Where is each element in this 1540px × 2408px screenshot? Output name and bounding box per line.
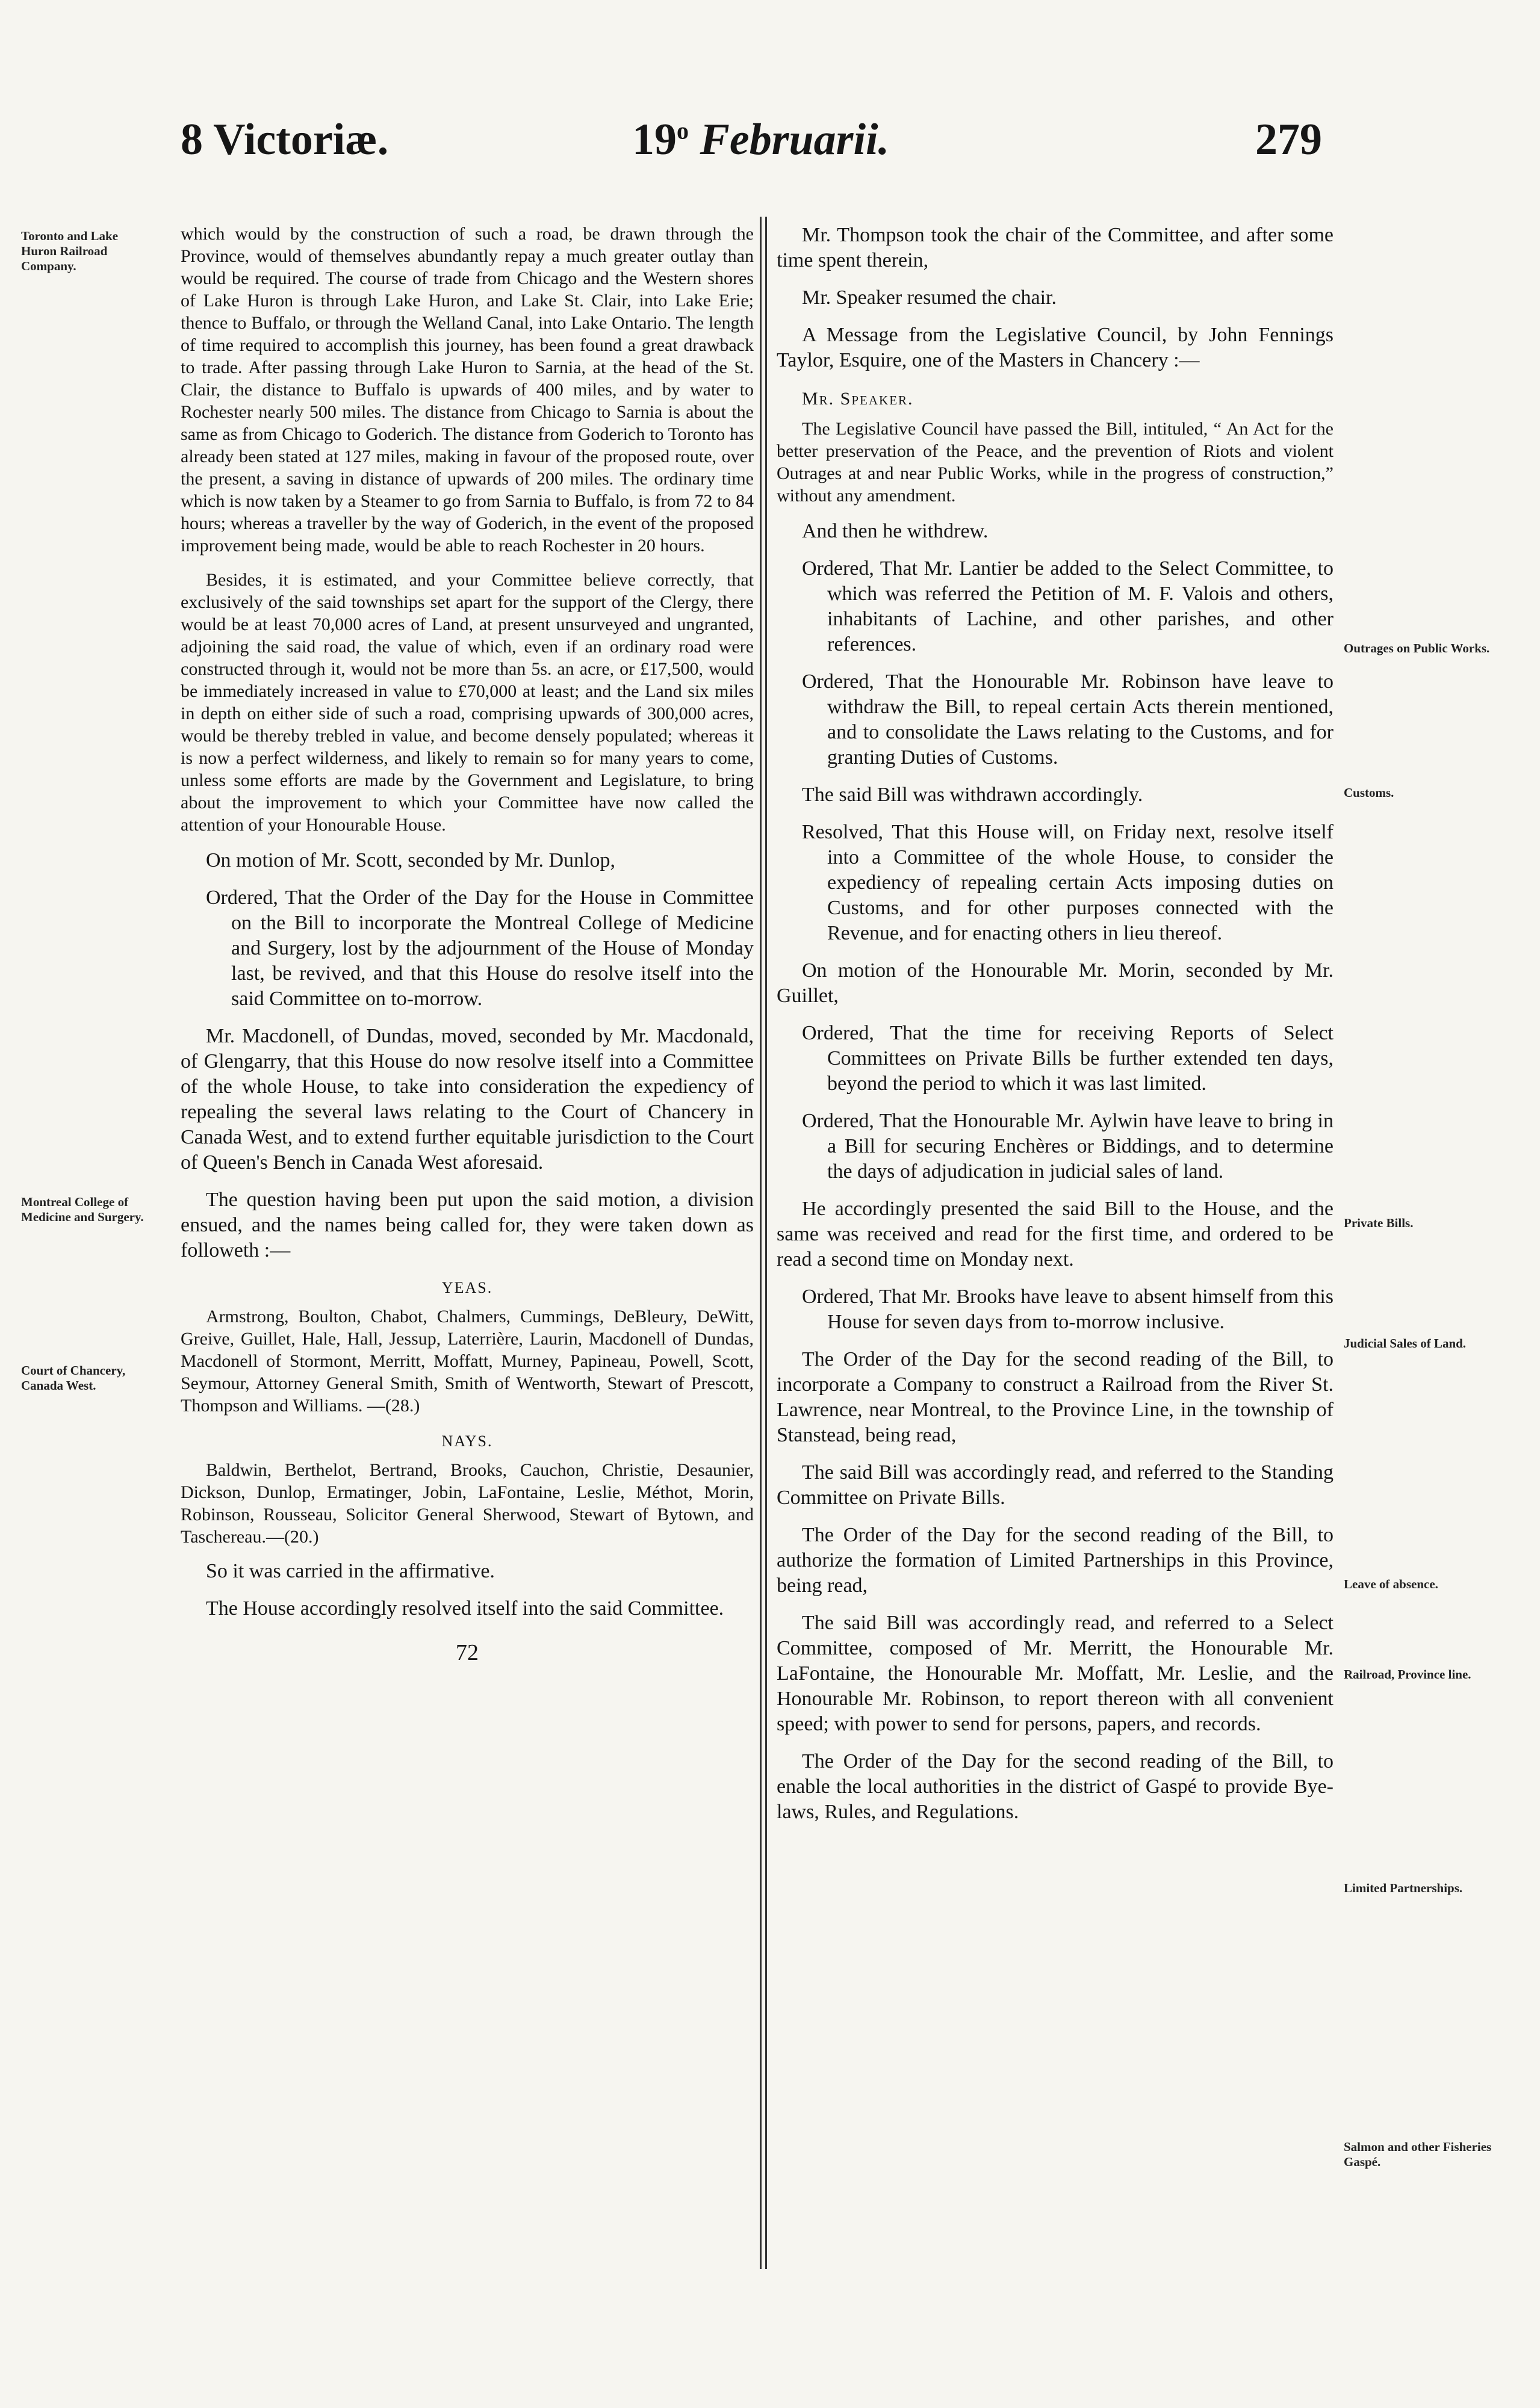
margin-note-leave-of-absence: Leave of absence. [1344, 1577, 1438, 1591]
motion-scott: On motion of Mr. Scott, seconded by Mr. Dunlop, [206, 849, 615, 871]
yeas-names: Armstrong, Boulton, Chabot, Chalmers, Cummings, DeBleury, DeWitt, Greive, Guillet, Hale, Hall, Jessup, Laterrière, Laurin, Macdonell of Dundas, Macdonell of Stormont, Merritt, Moffatt, Murney, Papineau, Powell, Scott, Seymour, Attorney General Smith, Smith of Wentworth, Stewart of Prescott, Thompson and Williams. —(28.) [181, 1307, 754, 1416]
house-resolved-committee: The House accordingly resolved itself into the said Committee. [206, 1597, 724, 1620]
margin-note-railroad-province-line: Railroad, Province line. [1344, 1667, 1471, 1682]
header-date [632, 114, 889, 166]
speaker-resumed: Mr. Speaker resumed the chair. [802, 286, 1057, 309]
order-lantier: Ordered, That Mr. Lantier be added to the Select Committee, to which was referred the Petition of M. F. Valois and others, inhabitants of Lachine, and other parishes, and other references. [802, 557, 1334, 655]
division-statement: The question having been put upon the said motion, a division ensued, and the names being called for, they were taken down as followeth :— [181, 1189, 754, 1261]
bill-withdrawn: The said Bill was withdrawn accordingly. [802, 784, 1143, 806]
order-robinson-customs: Ordered, That the Honourable Mr. Robinson have leave to withdraw the Bill, to repeal certain Acts therein mentioned, and to consolidate the Laws relating to the Customs, and for granting Duties of Customs. [802, 670, 1334, 769]
margin-note-judicial-sales: Judicial Sales of Land. [1344, 1336, 1467, 1351]
report-paragraph-lands: Besides, it is estimated, and your Committee believe correctly, that exclusively of the said townships set apart for the support of the Clergy, there would be at least 70,000 acres of Land, at present unsurveyed and ungranted, adjoining the said road, the value of which, even if an ordinary road were constructed through it, would not be more than 5s. an acre, or £17,500, would be immediately increased in value to £70,000 at least; and the Land six miles in depth on either side of such a road, comprising upwards of 300,000 acres, would be thereby trebled in value, and become densely populated; whereas it is now a perfect wilderness, and likely to remain so for many years to come, unless some efforts are made by the Government and Legislature, to bring about the improvement to which your Committee have now called the attention of your Honourable House. [181, 570, 754, 835]
header-day: 19 [632, 115, 677, 164]
motion-macdonell: Mr. Macdonell, of Dundas, moved, seconded by Mr. Macdonald, of Glengarry, that this House do now resolve itself into a Committee of the whole House, to take into consideration the expediency of repealing the several laws relating to the Court of Chancery in Canada West, and to extend further equitable jurisdiction to the Court of Queen's Bench in Canada West aforesaid. [181, 1025, 754, 1174]
aylwin-bill-presented: He accordingly presented the said Bill to the House, and the same was received and read for the first time, and ordered to be read a second time on Monday next. [777, 1198, 1334, 1271]
margin-note-limited-partnerships: Limited Partnerships. [1344, 1881, 1463, 1895]
signature-mark: 72 [456, 1640, 479, 1665]
header-month: Februarii. [700, 115, 890, 164]
gaspe-bill-reading: The Order of the Day for the second reading of the Bill, to enable the local authorities in the district of Gaspé to provide Bye-laws, Rules, and Regulations. [777, 1750, 1334, 1823]
partnerships-bill-reading: The Order of the Day for the second reading of the Bill, to authorize the formation of Limited Partnerships in this Province, being read, [777, 1524, 1334, 1597]
margin-note-outrages: Outrages on Public Works. [1344, 641, 1490, 655]
margin-note-gaspe-fisheries: Salmon and other Fisheries Gaspé. [1344, 2140, 1492, 2169]
nays-label: NAYS. [441, 1432, 493, 1450]
council-message: A Message from the Legislative Council, by John Fennings Taylor, Esquire, one of the Masters in Chancery :— [777, 324, 1334, 371]
order-brooks-absence: Ordered, That Mr. Brooks have leave to absent himself from this House for seven days from to-morrow inclusive. [802, 1286, 1334, 1333]
railroad-bill-reading: The Order of the Day for the second reading of the Bill, to incorporate a Company to construct a Railroad from the River St. Lawrence, near Montreal, to the Province Line, in the township of Stanstead, being read, [777, 1348, 1334, 1446]
carried-affirmative: So it was carried in the affirmative. [206, 1560, 495, 1582]
margin-note-customs: Customs. [1344, 785, 1394, 800]
messenger-withdrew: And then he withdrew. [802, 520, 989, 542]
partnerships-bill-referred: The said Bill was accordingly read, and referred to a Select Committee, composed of Mr. Merritt, the Honourable Mr. LaFontaine, the Honourable Mr. Moffatt, Mr. Leslie, and the Honourable Mr. Robinson, to report thereon with all convenient speed; with power to send for persons, papers, and records. [777, 1612, 1334, 1735]
margin-note-montreal-college: Montreal College of Medicine and Surgery. [21, 1195, 144, 1224]
motion-morin: On motion of the Honourable Mr. Morin, seconded by Mr. Guillet, [777, 959, 1334, 1007]
header-session: 8 Victoriæ. [181, 115, 389, 164]
order-montreal-college: Ordered, That the Order of the Day for the House in Committee on the Bill to incorporate the Montreal College of Medicine and Surgery, lost by the adjournment of the House of Monday last, be revived, and that this House do resolve itself into the said Committee on to-morrow. [206, 887, 754, 1010]
column-rule-right [765, 217, 767, 2269]
header-day-suffix: o [677, 117, 689, 144]
margin-note-toronto-railroad: Toronto and Lake Huron Railroad Company. [21, 229, 119, 273]
thompson-chair: Mr. Thompson took the chair of the Committee, and after some time spent therein, [777, 224, 1334, 271]
margin-note-private-bills: Private Bills. [1344, 1216, 1414, 1230]
resolved-customs-committee: Resolved, That this House will, on Friday next, resolve itself into a Committee of the whole House, to consider the expediency of repealing certain Acts imposing duties on Customs, and for other purposes connected with the Revenue, and for enacting others in lieu thereof. [802, 821, 1334, 944]
nays-names: Baldwin, Berthelot, Bertrand, Brooks, Cauchon, Christie, Desaunier, Dickson, Dunlop, Ermatinger, Jobin, LaFontaine, Leslie, Méthot, Morin, Robinson, Rousseau, Solicitor General Sherwood, Stewart of Bytown, and Taschereau.—(20.) [181, 1460, 754, 1547]
yeas-label: YEAS. [441, 1279, 493, 1296]
report-paragraph-trade: which would by the construction of such a road, be drawn through the Province, would of themselves abundantly repay a much greater outlay than would be required. The course of trade from Chicago and the Western shores of Lake Huron is through Lake Huron, and Lake St. Clair, into Lake Erie; thence to Buffalo, or through the Welland Canal, into Lake Ontario. The length of time required to accomplish this journey, has been found a great drawback to trade. After passing through Lake Huron to Sarnia, at the head of the St. Clair, the distance to Buffalo is upwards of 400 miles, and by water to Rochester nearly 500 miles. The distance from Chicago to Sarnia is about the same as from Chicago to Goderich. The distance from Goderich to Toronto has already been stated at 127 miles, making in favour of the proposed route, over the present, a saving in distance of upwards of 200 miles. The ordinary time which is now taken by a Steamer to go from Sarnia to Buffalo, is from 72 to 84 hours; whereas a traveller by the way of Goderich, in the event of the proposed improvement being made, would be able to reach Rochester in 20 hours. [181, 224, 754, 556]
right-column [777, 223, 1334, 2324]
order-aylwin-bill: Ordered, That the Honourable Mr. Aylwin have leave to bring in a Bill for securing Enchères or Biddings, and to determine the days of adjudication in judicial sales of land. [802, 1110, 1334, 1183]
mr-speaker-label: Mr. Speaker. [802, 389, 914, 409]
order-private-bills-time: Ordered, That the time for receiving Reports of Select Committees on Private Bills be further extended ten days, beyond the period to which it was last limited. [802, 1022, 1334, 1095]
left-column [181, 223, 754, 2324]
page-number: 279 [1255, 115, 1322, 164]
column-rule-left [760, 217, 762, 2269]
margin-note-court-of-chancery: Court of Chancery, Canada West. [21, 1363, 126, 1393]
council-bill-passed: The Legislative Council have passed the Bill, intituled, “ An Act for the better preservation of the Peace, and the prevention of Riots and violent Outrages at and near Public Works, while in the progress of construction,” without any amendment. [777, 419, 1334, 506]
page-header [0, 114, 1540, 181]
railroad-bill-referred: The said Bill was accordingly read, and referred to the Standing Committee on Private Bills. [777, 1461, 1334, 1509]
